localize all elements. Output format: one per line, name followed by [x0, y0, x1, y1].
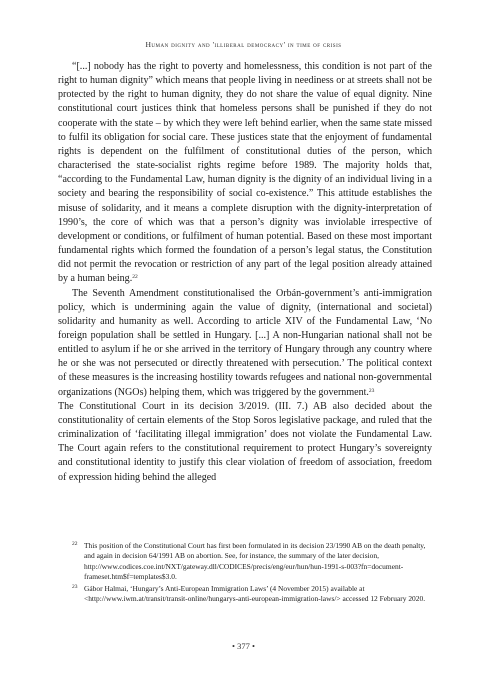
footnote-ref[interactable]: 22	[132, 274, 138, 281]
body-text	[58, 60, 432, 485]
paragraph-text: The Constitutional Court in its decision 3/2019. (III. 7.) AB also decided about the constitutionality of certain elements of the Stop Soros legislative package, and ruled that the criminalization of ‘facilitating illegal immigration’ does not violate the Fundamental Law. The Court again refers to the constitutional requirement to protect Hungary’s sovereignty and constitutional identity to justify this clear violation of freedom of association, freedom of expression hiding behind the alleged	[58, 400, 432, 483]
footnote	[58, 584, 432, 605]
running-head: Human dignity and 'illiberal democracy' in time of crisis	[145, 40, 342, 49]
paragraph-text: “[...] nobody has the right to poverty and homelessness, this condition is not part of the right to human dignity” which means that people living in neediness or at streets shall not be protected by the right to human dignity, they do not share the value of equal dignity. Nine constitutional court justices think that homeless persons shall be punished if they do not cooperate with the state – by which they were left behind earlier, when the same state missed to fulfil its obligation for social care. These justices state that the enjoyment of fundamental rights is dependent on the fulfilment of constitutional duties of the person, which characterised the state-socialist rights regime before 1989. The majority holds that, “according to the Fundamental Law, human dignity is the dignity of an individual living in a society and bearing the responsibility of social co-existence.” This attitude establishes the misuse of solidarity, and it means a complete disruption with the dignity-interpretation of 1990’s, the core of which was that a person’s dignity was inviolable irrespective of development or conditions, or fulfilment of human potential. Based on these most important fundamental rights which formed the foundation of a person’s legal status, the Constitution did not permit the revocation or restriction of any part of the legal position already attained by a human being.	[58, 61, 432, 285]
paragraph	[58, 400, 432, 485]
paragraph-text: The Seventh Amendment constitutionalised the Orbán-government’s anti-immigration policy, which is undermining again the value of dignity, (international and societal) solidarity and humanity as well. According to article XIV of the Fundamental Law, ‘No foreign population shall be settled in Hungary. [...] A non-Hungarian national shall not be entitled to asylum if he or she arrived in the territory of Hungary through any country where he or she was not persecuted or directly threatened with persecution.’ The political context of these measures is the increasing hostility towards refugees and national non-governmental organizations (NGOs) helping them, which was triggered by the government.	[58, 287, 432, 398]
footnote-number: 22	[72, 541, 78, 547]
footnote-text: This position of the Constitutional Court has first been formulated in its decision 23/1990 AB on the death penalty, and again in decision 64/1991 AB on abortion. See, for instance, the summary of the later decision, http://www.codices.coe.int/NXT/gateway.dll/CODICES/precis/eng/eur/hun/hun-1991-s-003?fn=document-frameset.htm$f=templates$3.0.	[84, 541, 426, 582]
footnote	[58, 541, 432, 583]
footnote-ref[interactable]: 23	[368, 387, 375, 394]
footnotes	[58, 541, 432, 605]
paragraph	[58, 60, 432, 287]
page-number: • 377 •	[232, 641, 255, 651]
paragraph	[58, 287, 432, 400]
footnote-text: Gábor Halmai, ‘Hungary’s Anti-European Immigration Laws’ (4 November 2015) available at <http://www.iwm.at/transit/transit-online/hungarys-anti-european-immigration-laws/> accessed 12 February 2020.	[84, 583, 426, 604]
footnote-number: 23	[72, 583, 78, 590]
